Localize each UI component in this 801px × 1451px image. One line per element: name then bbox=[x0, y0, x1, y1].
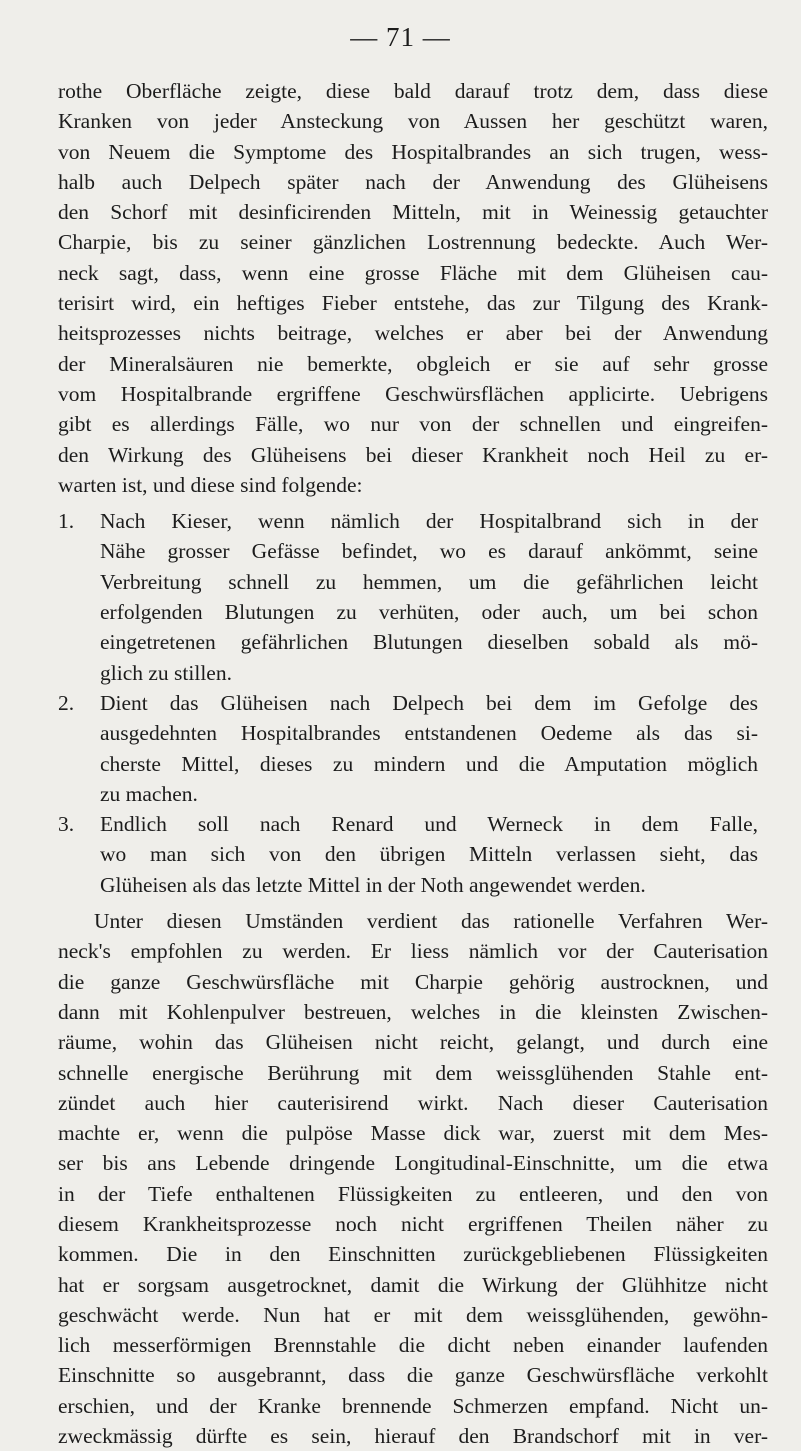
text-line: die ganze Geschwürsfläche mit Charpie gehörig austrocknen, und bbox=[58, 969, 768, 994]
text-line: diesem Krankheitsprozesse noch nicht ergriffenen Theilen näher zu bbox=[58, 1211, 768, 1236]
text-line: wo man sich von den übrigen Mitteln verlassen sieht, das bbox=[100, 842, 758, 867]
text-line: Endlich soll nach Renard und Werneck in dem Falle, bbox=[100, 812, 758, 837]
text-line: vom Hospitalbrande ergriffene Geschwürsflächen applicirte. Uebrigens bbox=[58, 381, 768, 406]
list-number: 2. bbox=[58, 690, 75, 715]
text-line: machte er, wenn die pulpöse Masse dick war, zuerst mit dem Mes- bbox=[58, 1121, 768, 1146]
list-item bbox=[58, 506, 768, 688]
text-line: Charpie, bis zu seiner gänzlichen Lostrennung bedeckte. Auch Wer- bbox=[58, 230, 768, 255]
text-line: halb auch Delpech später nach der Anwendung des Glüheisens bbox=[58, 169, 768, 194]
text-line: den Schorf mit desinficirenden Mitteln, mit in Weinessig getauchter bbox=[58, 200, 768, 225]
text-line: heitsprozesses nichts beitrage, welches er aber bei der Anwendung bbox=[58, 321, 768, 346]
text-line: terisirt wird, ein heftiges Fieber entstehe, das zur Tilgung des Krank- bbox=[58, 291, 768, 316]
text-line: geschwächt werde. Nun hat er mit dem weissglühenden, gewöhn- bbox=[58, 1302, 768, 1327]
text-line: Dient das Glüheisen nach Delpech bei dem im Gefolge des bbox=[100, 690, 758, 715]
list-item bbox=[58, 688, 768, 809]
text-line: neck sagt, dass, wenn eine grosse Fläche mit dem Glüheisen cau- bbox=[58, 260, 768, 285]
text-line: Kranken von jeder Ansteckung von Aussen her geschützt waren, bbox=[58, 109, 768, 134]
text-line: Verbreitung schnell zu hemmen, um die gefährlichen leicht bbox=[100, 569, 758, 594]
text-line: den Wirkung des Glüheisens bei dieser Krankheit noch Heil zu er- bbox=[58, 442, 768, 467]
text-line: der Mineralsäuren nie bemerkte, obgleich er sie auf sehr grosse bbox=[58, 351, 768, 376]
text-line: erschien, und der Kranke brennende Schmerzen empfand. Nicht un- bbox=[58, 1393, 768, 1418]
text-line: schnelle energische Berührung mit dem weissglühenden Stahle ent- bbox=[58, 1060, 768, 1085]
text-line: Nach Kieser, wenn nämlich der Hospitalbrand sich in der bbox=[100, 509, 758, 534]
text-line: von Neuem die Symptome des Hospitalbrandes an sich trugen, wess- bbox=[58, 139, 768, 164]
numbered-list bbox=[58, 506, 768, 900]
text-line: Unter diesen Umständen verdient das rationelle Verfahren Wer- bbox=[94, 909, 768, 934]
text-line: Einschnitte so ausgebrannt, dass die ganze Geschwürsfläche verkohlt bbox=[58, 1363, 768, 1388]
intro-paragraph bbox=[58, 76, 768, 500]
text-line: in der Tiefe enthaltenen Flüssigkeiten zu entleeren, und den von bbox=[58, 1181, 768, 1206]
page-number: — 71 — bbox=[350, 22, 451, 52]
text-line: dann mit Kohlenpulver bestreuen, welches in die kleinsten Zwischen- bbox=[58, 999, 768, 1024]
text-line: ausgedehnten Hospitalbrandes entstandenen Oedeme als das si- bbox=[100, 721, 758, 746]
text-line: räume, wohin das Glüheisen nicht reicht, gelangt, und durch eine bbox=[58, 1030, 768, 1055]
body-text bbox=[58, 76, 768, 1451]
text-line: zu machen. bbox=[100, 781, 198, 806]
text-line: warten ist, und diese sind folgende: bbox=[58, 472, 363, 497]
text-line: glich zu stillen. bbox=[100, 660, 232, 685]
text-line: zweckmässig dürfte es sein, hierauf den Brandschorf mit in ver- bbox=[58, 1424, 768, 1449]
text-line: ser bis ans Lebende dringende Longitudinal-Einschnitte, um die etwa bbox=[58, 1151, 768, 1176]
text-line: kommen. Die in den Einschnitten zurückgebliebenen Flüssigkeiten bbox=[58, 1242, 768, 1267]
list-number: 1. bbox=[58, 509, 75, 534]
list-item bbox=[58, 809, 768, 900]
text-line: rothe Oberfläche zeigte, diese bald darauf trotz dem, dass diese bbox=[58, 79, 768, 103]
text-line: eingetretenen gefährlichen Blutungen dieselben sobald als mö- bbox=[100, 630, 758, 655]
text-line: neck's empfohlen zu werden. Er liess nämlich vor der Cauterisation bbox=[58, 939, 768, 964]
text-line: Nähe grosser Gefässe befindet, wo es darauf ankömmt, seine bbox=[100, 539, 758, 564]
text-line: gibt es allerdings Fälle, wo nur von der schnellen und eingreifen- bbox=[58, 412, 768, 437]
text-line: cherste Mittel, dieses zu mindern und die Amputation möglich bbox=[100, 751, 758, 776]
text-line: zündet auch hier cauterisirend wirkt. Nach dieser Cauterisation bbox=[58, 1090, 768, 1115]
text-line: erfolgenden Blutungen zu verhüten, oder auch, um bei schon bbox=[100, 600, 758, 625]
text-line: Glüheisen als das letzte Mittel in der Noth angewendet werden. bbox=[100, 872, 646, 897]
text-line: hat er sorgsam ausgetrocknet, damit die Wirkung der Glühhitze nicht bbox=[58, 1272, 768, 1297]
closing-paragraph bbox=[58, 906, 768, 1451]
text-line: lich messerförmigen Brennstahle die dicht neben einander laufenden bbox=[58, 1333, 768, 1358]
list-number: 3. bbox=[58, 812, 75, 837]
